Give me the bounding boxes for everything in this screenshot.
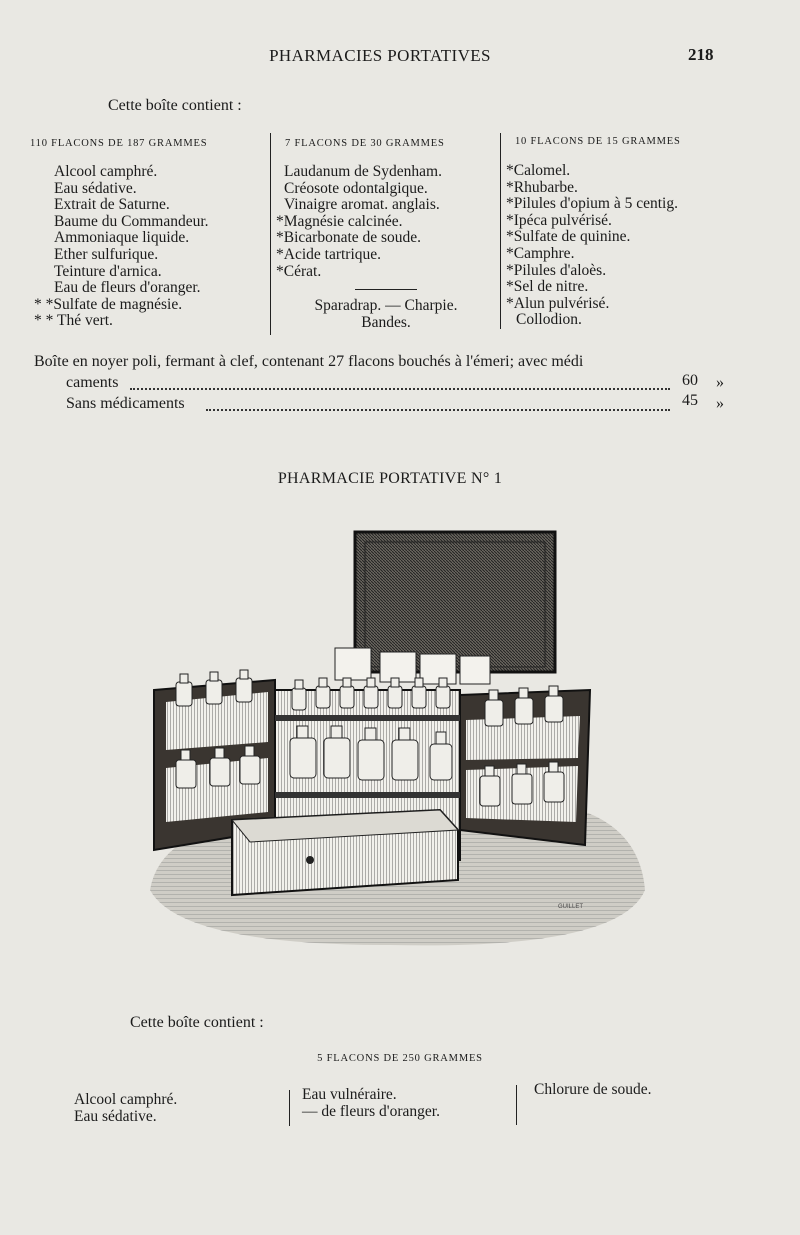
list-item: Eau de fleurs d'oranger.	[54, 279, 201, 297]
page-header-title: PHARMACIES PORTATIVES	[269, 46, 491, 65]
price-unit: »	[716, 374, 724, 391]
list-item: Ammoniaque liquide.	[54, 229, 190, 247]
chest-drawer	[232, 810, 458, 895]
column-divider-1	[270, 133, 271, 335]
list-item: Chlorure de soude.	[534, 1081, 652, 1098]
column-divider-2	[500, 133, 501, 329]
list-item: *Bicarbonate de soude.	[276, 229, 422, 247]
engraver-mark: GUILLET	[558, 904, 584, 910]
list-item: Eau sédative.	[74, 1107, 157, 1125]
list-item: *Rhubarbe.	[506, 178, 578, 196]
list-item: *Sulfate de quinine.	[506, 228, 631, 246]
list-item: Alcool camphré.	[74, 1091, 178, 1108]
column-heading-4: 5 FLACONS DE 250 GRAMMES	[317, 1053, 483, 1064]
list-item: *Pilules d'opium à 5 centig.	[506, 195, 678, 213]
list-item: *Pilules d'aloès.	[506, 261, 607, 279]
section2-column-3	[534, 1082, 652, 1099]
column-3-list	[506, 163, 678, 329]
column-heading-3: 10 FLACONS DE 15 GRAMMES	[515, 136, 681, 147]
chest-lid	[355, 532, 555, 672]
list-item: Ether sulfurique.	[54, 245, 159, 263]
list-item: *Acide tartrique.	[276, 245, 382, 263]
price-value: 45	[682, 392, 698, 409]
list-item: Baume du Commandeur.	[54, 212, 209, 230]
list-item: *Magnésie calcinée.	[276, 212, 403, 230]
section2-column-2	[302, 1087, 440, 1120]
column-divider-4	[516, 1085, 517, 1125]
leader-dots	[206, 409, 670, 411]
list-item: * *Sulfate de magnésie.	[34, 295, 183, 313]
list-item: Créosote odontalgique.	[284, 179, 428, 197]
column-heading-2: 7 FLACONS DE 30 GRAMMES	[285, 138, 445, 149]
list-item: Extrait de Saturne.	[54, 196, 170, 214]
figure-title: PHARMACIE PORTATIVE N° 1	[277, 470, 503, 487]
price-unit: »	[716, 395, 724, 412]
price-value: 60	[682, 372, 698, 389]
list-item: *Ipéca pulvérisé.	[506, 211, 612, 229]
list-item: *Camphre.	[506, 244, 575, 262]
list-item: Alcool camphré.	[54, 163, 158, 180]
list-item: * * Thé vert.	[34, 312, 113, 330]
list-item: *Alun pulvérisé.	[506, 294, 610, 312]
price-row-label: Sans médicaments	[66, 395, 185, 412]
column-2-list	[276, 164, 442, 280]
leader-dots	[130, 388, 670, 390]
column-divider-3	[289, 1090, 290, 1126]
contents-intro-2: Cette boîte contient :	[130, 1014, 264, 1031]
list-item: Collodion.	[516, 311, 582, 329]
list-item: Bandes.	[361, 313, 411, 331]
list-item: *Sel de nitre.	[506, 278, 589, 296]
contents-intro: Cette boîte contient :	[108, 97, 242, 114]
price-row-label: caments	[66, 374, 119, 391]
column-2-extra	[276, 298, 496, 331]
page-number: 218	[688, 45, 714, 64]
list-item: Eau vulnéraire.	[302, 1086, 397, 1103]
list-item: Laudanum de Sydenham.	[284, 163, 442, 180]
pricing-description: Boîte en noyer poli, fermant à clef, contenant 27 flacons bouchés à l'émeri; avec médi	[34, 353, 584, 370]
list-item: Eau sédative.	[54, 179, 137, 197]
medicine-chest-illustration	[140, 530, 650, 950]
column-1-list	[34, 164, 209, 330]
short-separator	[355, 289, 417, 290]
section2-column-1	[74, 1092, 177, 1125]
list-item: Vinaigre aromat. anglais.	[284, 196, 440, 214]
list-item: *Cérat.	[276, 262, 322, 280]
list-item: Teinture d'arnica.	[54, 262, 162, 280]
column-heading-1: 110 FLACONS DE 187 GRAMMES	[30, 138, 208, 149]
list-item: Sparadrap. — Charpie.	[314, 297, 458, 314]
list-item: — de fleurs d'oranger.	[302, 1102, 440, 1120]
list-item: *Calomel.	[506, 162, 571, 179]
